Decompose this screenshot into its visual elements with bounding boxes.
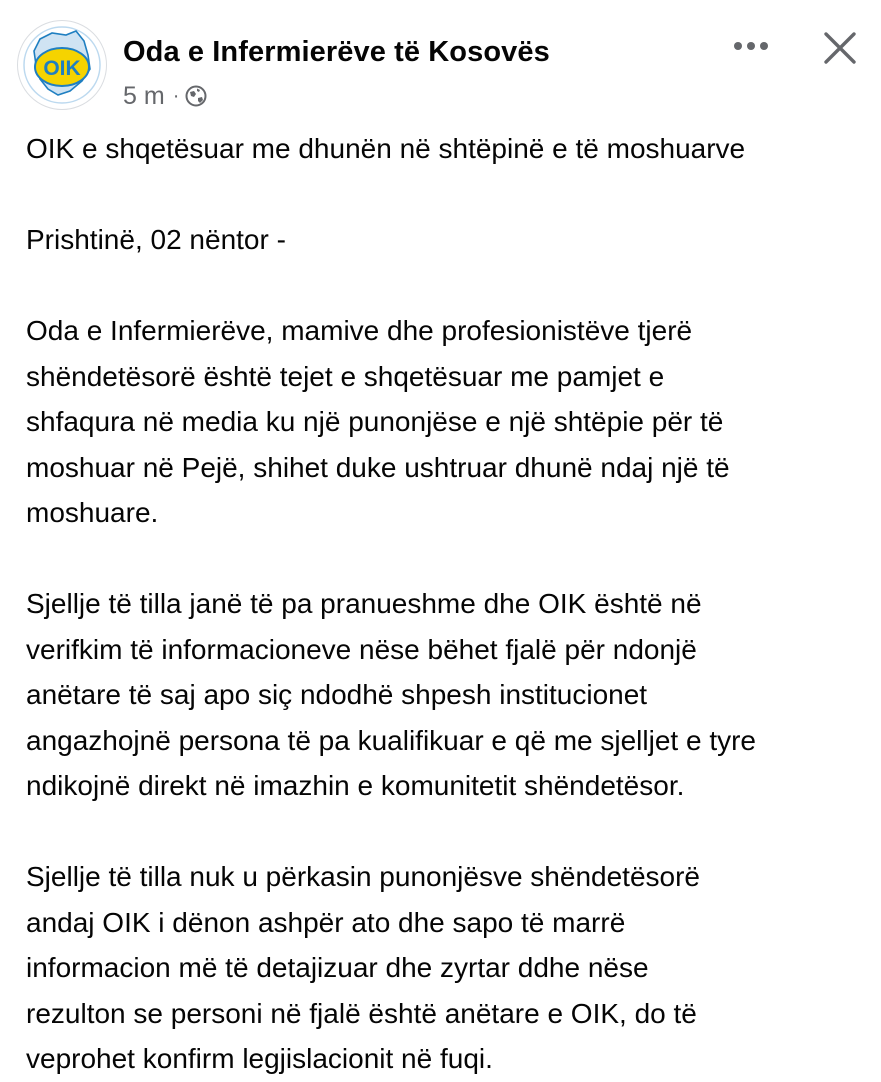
post-paragraph: Sjellje të tilla janë të pa pranueshme dhe OIK është në verifkim të informacioneve nëse bëhet fjalë për ndonjë anëtare të saj apo siç ndodhë shpesh institucionet angazhojnë persona të pa kualifikuar e që me sjelljet e tyre ndikojnë direkt në imazhin e komunitetit shëndetësor. (26, 588, 756, 801)
page-avatar[interactable] (17, 20, 107, 110)
globe-icon[interactable] (185, 85, 207, 107)
oik-logo (18, 21, 106, 109)
logo-text: OIK (43, 57, 81, 80)
close-icon (823, 31, 857, 65)
post-meta (123, 80, 207, 112)
more-horizontal-icon (731, 40, 771, 52)
post-dateline: Prishtinë, 02 nëntor - (26, 224, 286, 255)
post-paragraph: Oda e Infermierëve, mamive dhe profesionistëve tjerë shëndetësorë është tejet e shqetësuar me pamjet e shfaqura në media ku një punonjëse e një shtëpie për të moshuar në Pejë, shihet duke ushtruar dhunë ndaj një të moshuare. (26, 315, 730, 528)
post-timestamp[interactable]: 5 m (123, 81, 165, 110)
post-title-line: OIK e shqetësuar me dhunën në shtëpinë e të moshuarve (26, 133, 746, 164)
post-body (26, 126, 866, 1082)
page-author-name[interactable]: Oda e Infermierëve të Kosovës (123, 36, 550, 68)
post-header (0, 0, 881, 120)
close-button[interactable] (816, 24, 864, 72)
more-options-button[interactable] (727, 26, 775, 66)
meta-separator: · (172, 84, 180, 107)
post-paragraph: Sjellje të tilla nuk u përkasin punonjësve shëndetësorë andaj OIK i dënon ashpër ato dhe sapo të marrë informacion më të detajizuar dhe zyrtar ddhe nëse rezulton se personi në fjalë është anëtare e OIK, do të veprohet konfirm legjislacionit në fuqi. (26, 861, 700, 1074)
